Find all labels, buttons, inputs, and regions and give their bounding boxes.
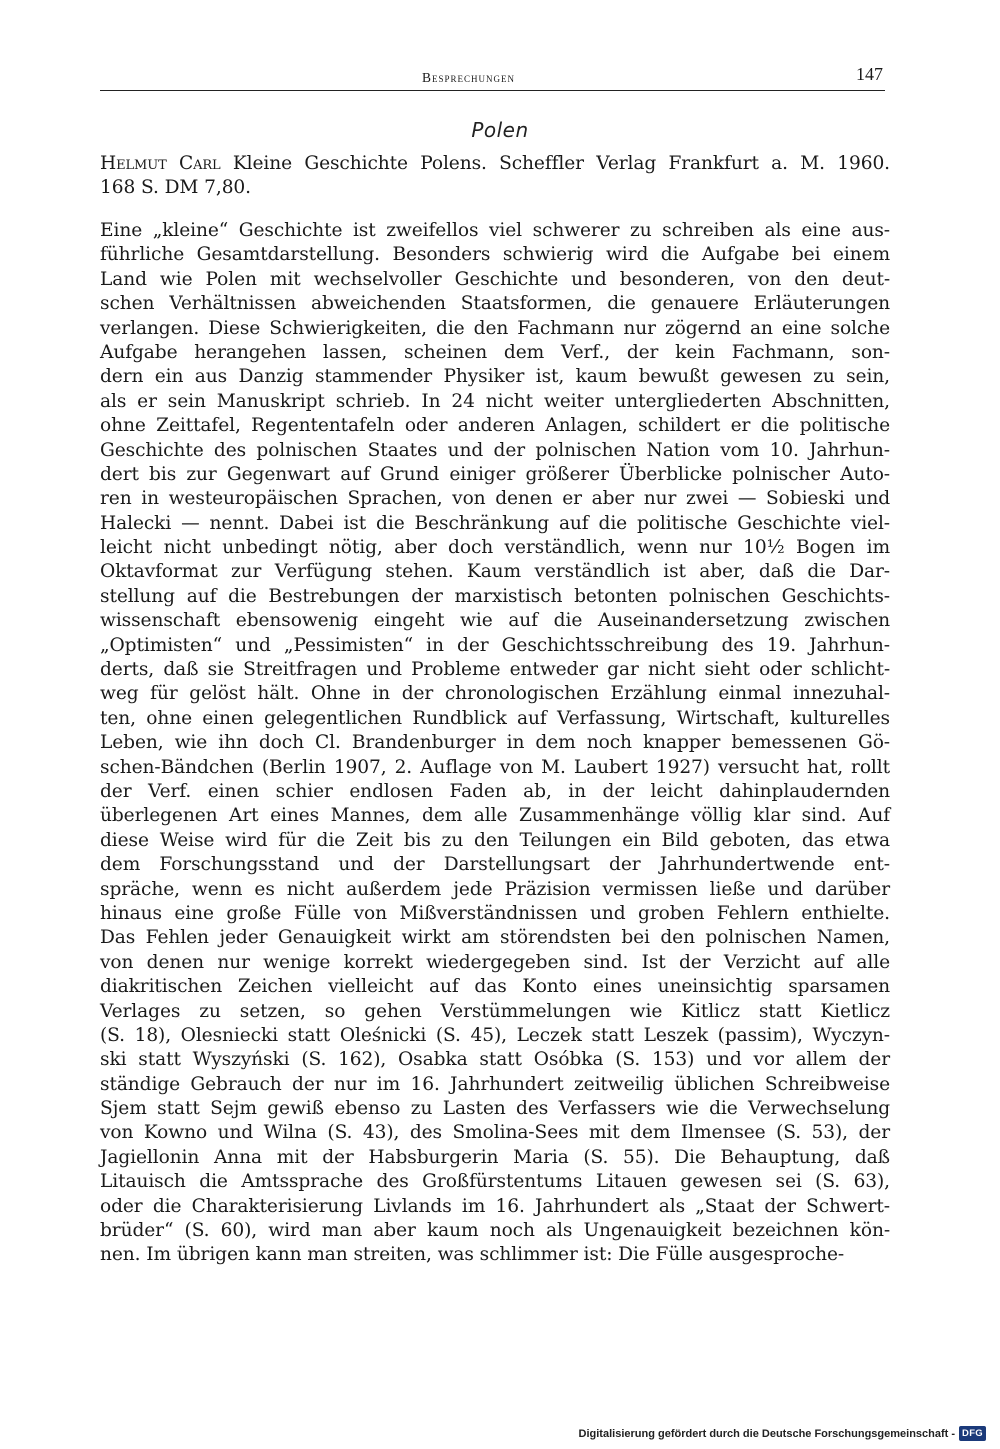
body-line: Verlages zu setzen, so gehen Verstümmelungen wie Kitlicz statt Kietlicz <box>100 1000 890 1022</box>
section-heading: Polen <box>471 118 529 142</box>
citation-line-2: 168 S. DM 7,80. <box>100 177 251 199</box>
body-line: ren in westeuropäischen Sprachen, von denen er aber nur zwei — Sobieski und <box>100 488 890 510</box>
body-line: oder die Charakterisierung Livlands im 16. Jahrhundert als „Staat der Schwert- <box>100 1195 890 1217</box>
citation-author: Helmut Carl <box>100 153 221 174</box>
body-line: Halecki — nennt. Dabei ist die Beschränkung auf die politische Geschichte viel- <box>100 512 890 534</box>
body-line: Sjem statt Sejm gewiß ebenso zu Lasten des Verfassers wie die Verwechselung <box>100 1098 890 1120</box>
body-line: überlegenen Art eines Mannes, dem alle Zusammenhänge völlig klar sind. Auf <box>100 805 890 827</box>
footer-text: Digitalisierung gefördert durch die Deutsche Forschungsgemeinschaft - <box>578 1427 956 1440</box>
body-line: von Kowno und Wilna (S. 43), des Smolina-Sees mit dem Ilmensee (S. 53), der <box>100 1122 890 1144</box>
body-line: diakritischen Zeichen vielleicht auf das Konto eines uneinsichtig sparsamen <box>100 976 890 998</box>
citation-title: Kleine Geschichte Polens. Scheffler Verlag Frankfurt a. M. 1960. <box>220 153 890 174</box>
body-line: Geschichte des polnischen Staates und der polnischen Nation vom 10. Jahrhun- <box>100 439 890 461</box>
body-line: Leben, wie ihn doch Cl. Brandenburger in dem noch knapper bemessenen Gö- <box>100 732 890 754</box>
body-line: derts, daß sie Streitfragen und Probleme entweder gar nicht sieht oder schlicht- <box>100 659 890 681</box>
body-line: ten, ohne einen gelegentlichen Rundblick auf Verfassung, Wirtschaft, kulturelles <box>100 707 890 729</box>
body-line: Oktavformat zur Verfügung stehen. Kaum verständlich ist aber, daß die Dar- <box>100 561 890 583</box>
body-line: spräche, wenn es nicht außerdem jede Präzision vermissen ließe und darüber <box>100 878 890 900</box>
body-line: Litauisch die Amtssprache des Großfürstentums Litauen gewesen sei (S. 63), <box>100 1171 890 1193</box>
body-line: „Optimisten“ und „Pessimisten“ in der Geschichtsschreibung des 19. Jahrhun- <box>100 634 890 656</box>
body-line: Jagiellonin Anna mit der Habsburgerin Maria (S. 55). Die Behauptung, daß <box>100 1146 890 1168</box>
body-line: diese Weise wird für die Zeit bis zu den Teilungen ein Bild geboten, das etwa <box>100 829 890 851</box>
body-line: schen-Bändchen (Berlin 1907, 2. Auflage von M. Laubert 1927) versucht hat, rollt <box>100 756 890 778</box>
body-line: Aufgabe herangehen lassen, scheinen dem Verf., der kein Fachmann, son- <box>100 341 890 363</box>
running-title: Besprechungen <box>422 70 516 85</box>
body-line: Land wie Polen mit wechselvoller Geschichte und besonderen, von den deut- <box>100 268 890 290</box>
body-line: von denen nur wenige korrekt wiedergegeben sind. Ist der Verzicht auf alle <box>100 951 890 973</box>
book-citation <box>100 152 890 201</box>
body-line: dem Forschungsstand und der Darstellungsart der Jahrhundertwende ent- <box>100 854 890 876</box>
body-line: ski statt Wyszyński (S. 162), Osabka statt Osóbka (S. 153) und vor allem der <box>100 1049 890 1071</box>
body-line: dern ein aus Danzig stammender Physiker ist, kaum bewußt gewesen zu sein, <box>100 366 890 388</box>
citation-line-1 <box>100 152 890 176</box>
body-line: brüder“ (S. 60), wird man aber kaum noch als Ungenauigkeit bezeichnen kön- <box>100 1220 890 1242</box>
body-line: verlangen. Diese Schwierigkeiten, die den Fachmann nur zögernd an eine solche <box>100 317 890 339</box>
body-line: (S. 18), Olesniecki statt Oleśnicki (S. 45), Leczek statt Leszek (passim), Wyczyn- <box>100 1024 890 1046</box>
body-line: schen Verhältnissen abweichenden Staatsformen, die genauere Erläuterungen <box>100 293 890 315</box>
body-line: dert bis zur Gegenwart auf Grund einiger größerer Überblicke polnischer Auto- <box>100 463 890 485</box>
body-line: wissenschaft ebensowenig eingeht wie auf die Auseinandersetzung zwischen <box>100 610 890 632</box>
running-header <box>100 62 885 91</box>
body-line: ohne Zeittafel, Regententafeln oder anderen Anlagen, schildert er die politische <box>100 415 890 437</box>
body-line: leicht nicht unbedingt nötig, aber doch verständlich, wenn nur 10½ Bogen im <box>100 537 890 559</box>
review-body <box>100 219 890 1268</box>
body-line: Das Fehlen jeder Genauigkeit wirkt am störendsten bei den polnischen Namen, <box>100 927 890 949</box>
body-line: weg für gelöst hält. Ohne in der chronologischen Erzählung einmal innezuhal- <box>100 683 890 705</box>
body-line: Eine „kleine“ Geschichte ist zweifellos viel schwerer zu schreiben als eine aus- <box>100 220 890 241</box>
body-line: führliche Gesamtdarstellung. Besonders schwierig wird die Aufgabe bei einem <box>100 244 890 266</box>
body-line: als er sein Manuskript schrieb. In 24 nicht weiter untergliederten Abschnitten, <box>100 390 890 412</box>
body-line: stellung auf die Bestrebungen der marxistisch betonten polnischen Geschichts- <box>100 585 890 607</box>
dfg-logo-icon: DFG <box>959 1426 986 1441</box>
body-line: ständige Gebrauch der nur im 16. Jahrhundert zeitweilig üblichen Schreibweise <box>100 1073 890 1095</box>
body-line: der Verf. einen schier endlosen Faden ab, in der leicht dahinplaudernden <box>100 780 890 802</box>
body-line: nen. Im übrigen kann man streiten, was schlimmer ist: Die Fülle ausgesproche- <box>100 1244 845 1266</box>
body-line: hinaus eine große Fülle von Mißverständnissen und groben Fehlern enthielte. <box>100 902 890 924</box>
digitization-footer <box>579 1426 986 1441</box>
page-number: 147 <box>856 64 883 84</box>
